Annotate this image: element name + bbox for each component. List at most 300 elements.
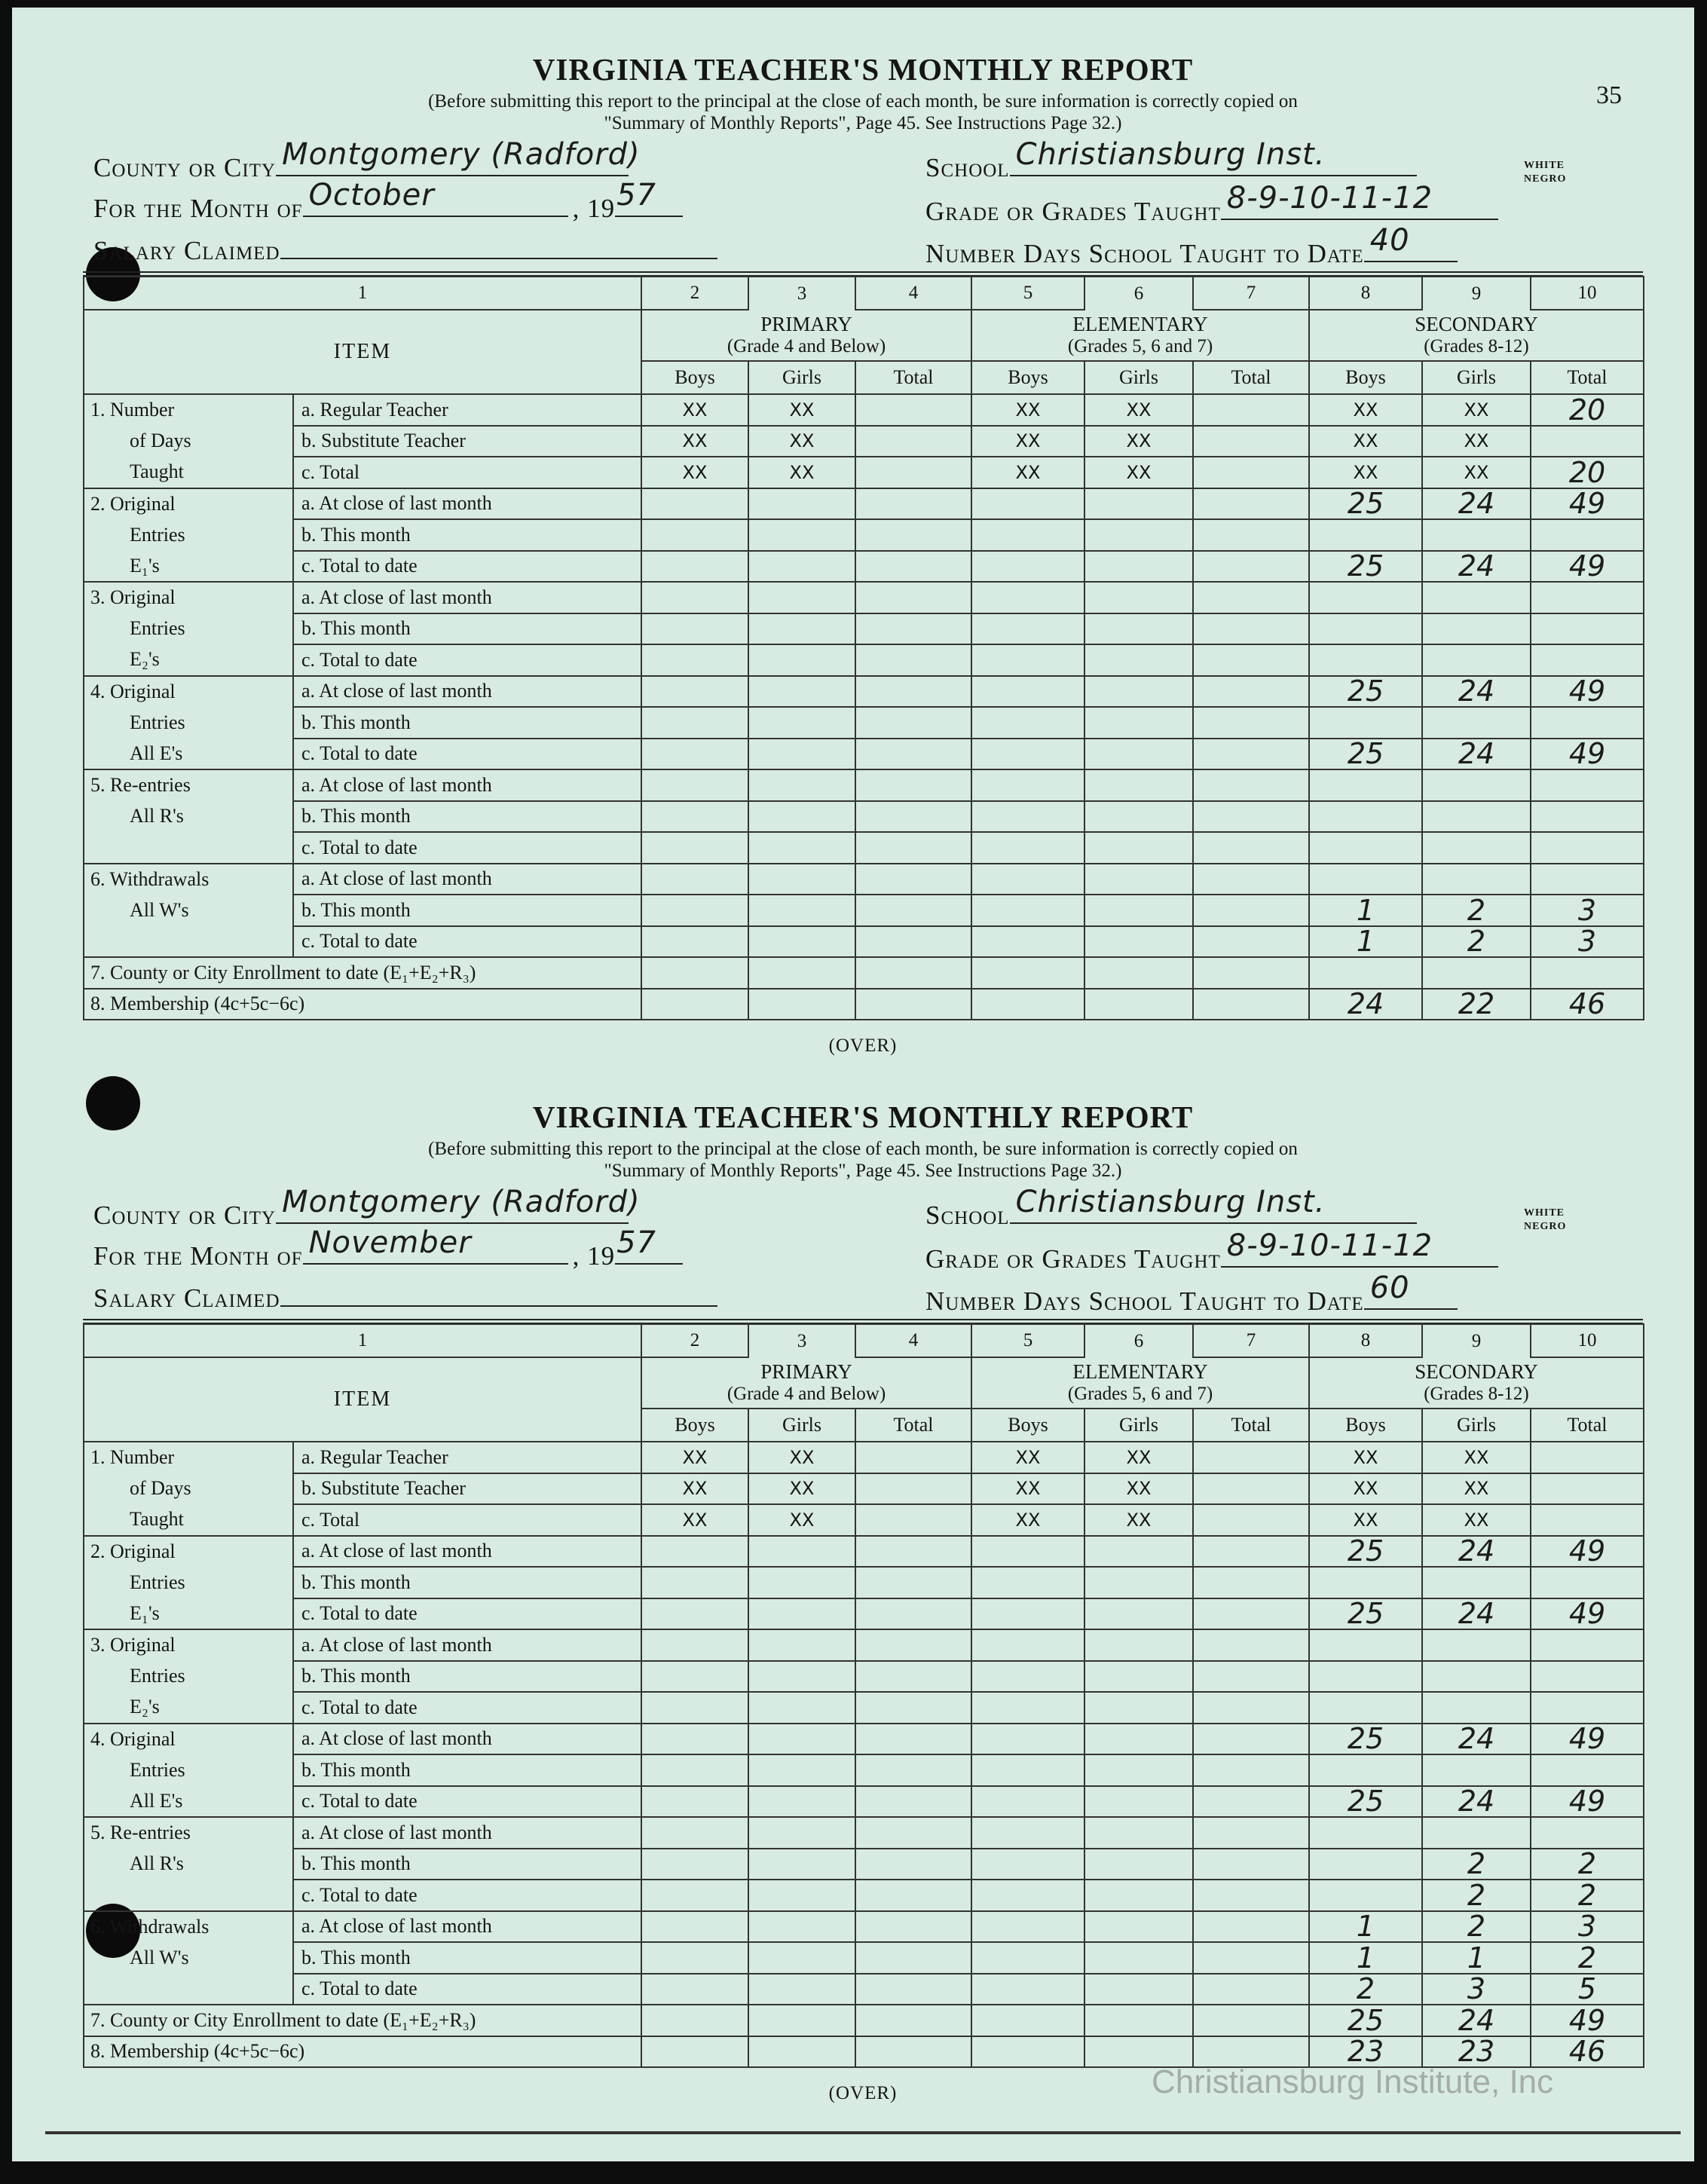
cell-value: 24 xyxy=(1422,2005,1531,2036)
cell-value xyxy=(641,1536,748,1568)
cell-value xyxy=(748,832,855,864)
table-row xyxy=(84,1473,1644,1505)
column-number: 1 xyxy=(84,1324,641,1357)
month-field-label: For the Month of xyxy=(93,1241,303,1271)
cell-value xyxy=(748,1598,855,1630)
cell-value xyxy=(1531,582,1644,613)
sub-column-header: Boys xyxy=(641,1409,748,1442)
table-row xyxy=(84,1692,1644,1724)
row-sub-label xyxy=(293,1911,641,1943)
row-item-label xyxy=(84,1536,293,1568)
cell-value xyxy=(971,1598,1084,1630)
cell-value: 49 xyxy=(1531,2005,1644,2036)
group-header xyxy=(1309,1357,1644,1409)
grades-field-label: Grade or Grades Taught xyxy=(925,197,1221,226)
row-item-label xyxy=(84,1724,293,1755)
row-item-text: Entries xyxy=(130,523,185,546)
row-item-label xyxy=(84,1911,293,1943)
school-field-line xyxy=(1010,137,1417,176)
cell-value xyxy=(1531,957,1644,989)
grades-field-value: 8-9-10-11-12 xyxy=(1226,181,1433,216)
instructions-line: "Summary of Monthly Reports", Page 45. See Instructions Page 32.) xyxy=(604,113,1122,133)
row-item-text: E₁'s xyxy=(130,1601,160,1624)
year-value: 57 xyxy=(616,178,656,213)
row-sub-text: b. This month xyxy=(301,1946,411,1968)
not-applicable-mark: XX xyxy=(1084,426,1193,457)
cell-value: 3 xyxy=(1531,895,1644,926)
row-item-label xyxy=(84,1880,293,1911)
county-field-value: Montgomery (Radford) xyxy=(282,137,641,172)
cell-value: 46 xyxy=(1531,989,1644,1020)
cell-value xyxy=(1193,1567,1309,1598)
cell-value xyxy=(1531,1754,1644,1786)
not-applicable-mark: XX xyxy=(1084,394,1193,426)
row-sub-text: a. At close of last month xyxy=(301,680,492,702)
row-item-label xyxy=(84,644,293,676)
negro-label: NEGRO xyxy=(1524,1221,1567,1232)
cell-value xyxy=(1193,519,1309,551)
cell-value: 25 xyxy=(1309,1598,1422,1630)
row-item-label xyxy=(84,1442,293,1473)
cell-value xyxy=(855,1536,971,1568)
cell-value: 2 xyxy=(1309,1974,1422,2005)
cell-value xyxy=(1193,1661,1309,1693)
row-sub-label xyxy=(293,1598,641,1630)
cell-value: 3 xyxy=(1422,1974,1531,2005)
grades-field xyxy=(925,1228,1498,1274)
school-field-value: Christiansburg Inst. xyxy=(1015,137,1326,172)
cell-value xyxy=(748,551,855,583)
row-sub-label xyxy=(293,1880,641,1911)
row-sub-text: a. At close of last month xyxy=(301,1821,492,1843)
cell-value xyxy=(971,1724,1084,1755)
negro-label: NEGRO xyxy=(1524,173,1567,185)
cell-value xyxy=(1531,1473,1644,1505)
cell-value xyxy=(641,769,748,801)
cell-value xyxy=(1531,801,1644,833)
cell-value xyxy=(855,989,971,1020)
cell-value xyxy=(855,707,971,739)
row-item-text: of Days xyxy=(130,430,191,452)
row-item-label xyxy=(84,1598,293,1630)
table-row xyxy=(84,1754,1644,1786)
cell-value xyxy=(1193,864,1309,895)
cell-value xyxy=(855,426,971,457)
cell-value xyxy=(971,1849,1084,1880)
cell-value xyxy=(641,1661,748,1693)
cell-value xyxy=(1193,551,1309,583)
county-field-label: County or City xyxy=(93,153,277,182)
row-sub-text: a. At close of last month xyxy=(301,1727,492,1750)
row-item-text: Taught xyxy=(130,460,184,483)
grades-field-line xyxy=(1221,1228,1498,1268)
header-rule xyxy=(83,271,1643,273)
table-row xyxy=(84,864,1644,895)
cell-value xyxy=(748,1786,855,1818)
column-number: 8 xyxy=(1309,1324,1422,1357)
cell-value xyxy=(855,895,971,926)
row-sub-text: c. Total to date xyxy=(301,555,418,577)
days-field-label: Number Days School Taught to Date xyxy=(925,1286,1364,1316)
row-sub-label xyxy=(293,864,641,895)
row-sub-label xyxy=(293,1504,641,1536)
cell-value xyxy=(1084,989,1193,1020)
cell-value xyxy=(1084,2005,1193,2036)
cell-value xyxy=(971,1567,1084,1598)
cell-value xyxy=(748,926,855,958)
cell-value xyxy=(748,613,855,645)
month-field-value: November xyxy=(308,1225,472,1260)
cell-value xyxy=(1193,1692,1309,1724)
row-sub-label xyxy=(293,1473,641,1505)
cell-value: 2 xyxy=(1422,895,1531,926)
cell-value xyxy=(1531,519,1644,551)
row-item-text: Entries xyxy=(130,1665,185,1687)
cell-value xyxy=(641,519,748,551)
row-sub-label xyxy=(293,613,641,645)
days-field-value: 40 xyxy=(1369,223,1410,258)
not-applicable-mark: XX xyxy=(1422,1442,1531,1473)
group-subtitle: (Grade 4 and Below) xyxy=(727,1384,886,1404)
cell-value xyxy=(748,1911,855,1943)
cell-value xyxy=(1531,864,1644,895)
sub-column-header: Total xyxy=(1531,361,1644,394)
not-applicable-mark: XX xyxy=(1309,394,1422,426)
group-name: PRIMARY xyxy=(760,1360,852,1383)
cell-value xyxy=(748,1629,855,1661)
cell-value: 24 xyxy=(1422,488,1531,520)
row-item-label xyxy=(84,769,293,801)
row-sub-text: a. At close of last month xyxy=(301,1915,492,1938)
cell-value xyxy=(1193,2036,1309,2068)
cell-value xyxy=(1084,1911,1193,1943)
row-item-text: All R's xyxy=(130,1852,184,1875)
cell-value xyxy=(971,1629,1084,1661)
row-item-label xyxy=(84,1754,293,1786)
cell-value xyxy=(1422,1692,1531,1724)
sub-column-header: Total xyxy=(1193,1409,1309,1442)
cell-value xyxy=(1084,1880,1193,1911)
cell-value xyxy=(641,1754,748,1786)
cell-value xyxy=(1422,1817,1531,1849)
not-applicable-mark: XX xyxy=(1422,426,1531,457)
not-applicable-mark: XX xyxy=(1422,1504,1531,1536)
county-field-line xyxy=(276,1185,641,1224)
not-applicable-mark: XX xyxy=(641,457,748,488)
not-applicable-mark: XX xyxy=(1309,426,1422,457)
row-item-text: Entries xyxy=(130,711,185,733)
row-sub-text: c. Total to date xyxy=(301,1696,418,1718)
table-row xyxy=(84,2036,1644,2068)
row-sub-label xyxy=(293,551,641,583)
page-edge-rule xyxy=(45,2131,1681,2134)
row-sub-text: b. This month xyxy=(301,1665,411,1687)
cell-value xyxy=(1084,1661,1193,1693)
cell-value xyxy=(855,519,971,551)
cell-value xyxy=(1193,801,1309,833)
row-item-text: E₂'s xyxy=(130,1696,160,1718)
row-item-text: All W's xyxy=(130,898,189,921)
cell-value xyxy=(1309,582,1422,613)
group-header xyxy=(971,310,1309,361)
item-header: ITEM xyxy=(84,310,641,394)
cell-value xyxy=(748,1880,855,1911)
sub-column-header: Total xyxy=(855,361,971,394)
group-header xyxy=(641,1357,971,1409)
column-number: 6 xyxy=(1084,277,1193,310)
cell-value xyxy=(1422,1629,1531,1661)
cell-value: 2 xyxy=(1531,1880,1644,1911)
not-applicable-mark: XX xyxy=(641,1473,748,1505)
table-row xyxy=(84,769,1644,801)
cell-value: 49 xyxy=(1531,1724,1644,1755)
cell-value: 25 xyxy=(1309,739,1422,770)
cell-value xyxy=(1531,1504,1644,1536)
white-label: WHITE xyxy=(1524,160,1565,171)
cell-value xyxy=(748,707,855,739)
row-sub-label xyxy=(293,582,641,613)
school-field xyxy=(925,1185,1417,1231)
cell-value xyxy=(1193,457,1309,488)
not-applicable-mark: XX xyxy=(971,394,1084,426)
cell-value: 24 xyxy=(1309,989,1422,1020)
cell-value xyxy=(1193,1942,1309,1974)
cell-value xyxy=(855,926,971,958)
cell-value xyxy=(748,801,855,833)
cell-value xyxy=(1422,801,1531,833)
cell-value xyxy=(748,1536,855,1568)
row-sub-label xyxy=(293,1849,641,1880)
cell-value xyxy=(641,1880,748,1911)
sub-column-header: Boys xyxy=(641,361,748,394)
row-sub-label xyxy=(293,1629,641,1661)
row-sub-label xyxy=(293,1786,641,1818)
cell-value xyxy=(641,1911,748,1943)
row-sub-label xyxy=(293,769,641,801)
cell-value xyxy=(971,801,1084,833)
not-applicable-mark: XX xyxy=(748,1473,855,1505)
cell-value xyxy=(1193,1724,1309,1755)
cell-value xyxy=(748,1817,855,1849)
row-sub-label xyxy=(293,1661,641,1693)
column-number: 1 xyxy=(84,277,641,310)
row-sub-text: b. Substitute Teacher xyxy=(301,430,466,452)
cell-value xyxy=(748,2005,855,2036)
cell-value xyxy=(1084,1942,1193,1974)
row-sub-text: c. Total to date xyxy=(301,1883,418,1906)
cell-value: 25 xyxy=(1309,1724,1422,1755)
row-item-label xyxy=(84,1786,293,1818)
cell-value xyxy=(971,1754,1084,1786)
days-field-label: Number Days School Taught to Date xyxy=(925,239,1364,268)
cell-value: 49 xyxy=(1531,1536,1644,1568)
row-item-text: 6. Withdrawals xyxy=(90,867,210,890)
cell-value xyxy=(1193,1880,1309,1911)
row-sub-label xyxy=(293,394,641,426)
row-item-label xyxy=(84,864,293,895)
cell-value xyxy=(1531,1629,1644,1661)
row-item-label xyxy=(84,1473,293,1505)
group-subtitle: (Grades 8-12) xyxy=(1424,1384,1529,1404)
cell-value xyxy=(1193,832,1309,864)
cell-value: 24 xyxy=(1422,1786,1531,1818)
column-number: 7 xyxy=(1193,277,1309,310)
not-applicable-mark: XX xyxy=(641,394,748,426)
not-applicable-mark: XX xyxy=(1309,1442,1422,1473)
cell-value xyxy=(855,1598,971,1630)
cell-value: 23 xyxy=(1309,2036,1422,2068)
row-sub-text: a. At close of last month xyxy=(301,867,492,890)
school-field-line xyxy=(1010,1185,1417,1224)
cell-value xyxy=(1084,676,1193,708)
table-row xyxy=(84,1504,1644,1536)
cell-value xyxy=(641,582,748,613)
not-applicable-mark: XX xyxy=(641,1504,748,1536)
cell-value xyxy=(1193,895,1309,926)
cell-value xyxy=(855,1974,971,2005)
column-number: 10 xyxy=(1531,1324,1644,1357)
group-subtitle: (Grades 5, 6 and 7) xyxy=(1067,336,1213,356)
row-sub-label xyxy=(293,1754,641,1786)
cell-value: 49 xyxy=(1531,739,1644,770)
cell-value xyxy=(641,676,748,708)
cell-value xyxy=(971,895,1084,926)
cell-value xyxy=(748,1692,855,1724)
cell-value xyxy=(971,1786,1084,1818)
days-field-line xyxy=(1364,223,1458,262)
cell-value xyxy=(1193,1629,1309,1661)
cell-value xyxy=(855,1661,971,1693)
table-row xyxy=(84,1880,1644,1911)
cell-value xyxy=(1193,989,1309,1020)
table-row xyxy=(84,926,1644,958)
header-rule xyxy=(83,1319,1643,1320)
cell-value xyxy=(641,1629,748,1661)
row-item-label xyxy=(84,1974,293,2005)
cell-value xyxy=(971,582,1084,613)
cell-value xyxy=(1531,644,1644,676)
not-applicable-mark: XX xyxy=(748,1442,855,1473)
group-header xyxy=(1309,310,1644,361)
days-field-value: 60 xyxy=(1369,1271,1410,1305)
month-field-line xyxy=(303,178,568,217)
table-row xyxy=(84,551,1644,583)
cell-value xyxy=(1309,1817,1422,1849)
table-row xyxy=(84,1911,1644,1943)
cell-value: 2 xyxy=(1422,1880,1531,1911)
table-row xyxy=(84,1817,1644,1849)
cell-value xyxy=(641,957,748,989)
cell-value: 1 xyxy=(1309,895,1422,926)
cell-value xyxy=(641,1567,748,1598)
sub-column-header: Girls xyxy=(748,361,855,394)
row-sub-text: c. Total to date xyxy=(301,836,418,858)
row-item-text: 3. Original xyxy=(90,586,176,609)
cell-value xyxy=(641,989,748,1020)
cell-value xyxy=(1309,1629,1422,1661)
sub-column-header: Girls xyxy=(1422,1409,1531,1442)
cell-value xyxy=(748,957,855,989)
cell-value xyxy=(855,1880,971,1911)
cell-value xyxy=(1531,1817,1644,1849)
sub-column-header: Boys xyxy=(971,361,1084,394)
cell-value: 20 xyxy=(1531,457,1644,488)
row-item-label xyxy=(84,832,293,864)
cell-value xyxy=(1309,644,1422,676)
cell-value xyxy=(1084,926,1193,958)
row-item-text: 5. Re-entries xyxy=(90,1822,191,1844)
cell-value xyxy=(1309,707,1422,739)
cell-value xyxy=(1084,1629,1193,1661)
cell-value xyxy=(971,2036,1084,2068)
row-sub-label xyxy=(293,1724,641,1755)
sub-column-header: Girls xyxy=(1084,1409,1193,1442)
cell-value xyxy=(1193,613,1309,645)
row-item-text: All E's xyxy=(130,1789,183,1812)
cell-value xyxy=(1309,864,1422,895)
row-sub-label xyxy=(293,488,641,520)
cell-value: 24 xyxy=(1422,739,1531,770)
group-header xyxy=(641,310,971,361)
cell-value: 22 xyxy=(1422,989,1531,1020)
row-sub-label xyxy=(293,1974,641,2005)
not-applicable-mark: XX xyxy=(971,1473,1084,1505)
cell-value xyxy=(1193,739,1309,770)
row-sub-text: c. Total xyxy=(301,460,360,483)
cell-value xyxy=(641,1724,748,1755)
cell-value xyxy=(1309,1849,1422,1880)
row-sub-label xyxy=(293,1567,641,1598)
table-row xyxy=(84,1598,1644,1630)
row-item-text: 4. Original xyxy=(90,1727,176,1750)
table-row xyxy=(84,895,1644,926)
cell-value xyxy=(1193,926,1309,958)
cell-value xyxy=(641,488,748,520)
cell-value xyxy=(1531,707,1644,739)
cell-value xyxy=(1193,1504,1309,1536)
cell-value xyxy=(748,582,855,613)
cell-value xyxy=(971,739,1084,770)
cell-value xyxy=(1422,1567,1531,1598)
cell-value xyxy=(748,519,855,551)
column-number: 3 xyxy=(748,277,855,310)
report-title: VIRGINIA TEACHER'S MONTHLY REPORT xyxy=(532,52,1194,87)
cell-value xyxy=(855,644,971,676)
group-subtitle: (Grades 5, 6 and 7) xyxy=(1067,1384,1213,1404)
column-number: 5 xyxy=(971,277,1084,310)
cell-value xyxy=(971,864,1084,895)
not-applicable-mark: XX xyxy=(971,457,1084,488)
cell-value xyxy=(971,1692,1084,1724)
cell-value xyxy=(1422,519,1531,551)
salary-field-line xyxy=(280,1280,717,1307)
row-sub-label xyxy=(293,1942,641,1974)
not-applicable-mark: XX xyxy=(971,1504,1084,1536)
cell-value xyxy=(855,1504,971,1536)
cell-value xyxy=(1193,1911,1309,1943)
cell-value xyxy=(1309,1567,1422,1598)
table-row xyxy=(84,739,1644,770)
not-applicable-mark: XX xyxy=(1309,1504,1422,1536)
not-applicable-mark: XX xyxy=(1309,1473,1422,1505)
row-item-label xyxy=(84,426,293,457)
cell-value xyxy=(1531,426,1644,457)
days-field-line xyxy=(1364,1271,1458,1310)
cell-value xyxy=(1084,1724,1193,1755)
table-row xyxy=(84,1567,1644,1598)
cell-value xyxy=(1084,1817,1193,1849)
row-sub-text: a. At close of last month xyxy=(301,1633,492,1656)
